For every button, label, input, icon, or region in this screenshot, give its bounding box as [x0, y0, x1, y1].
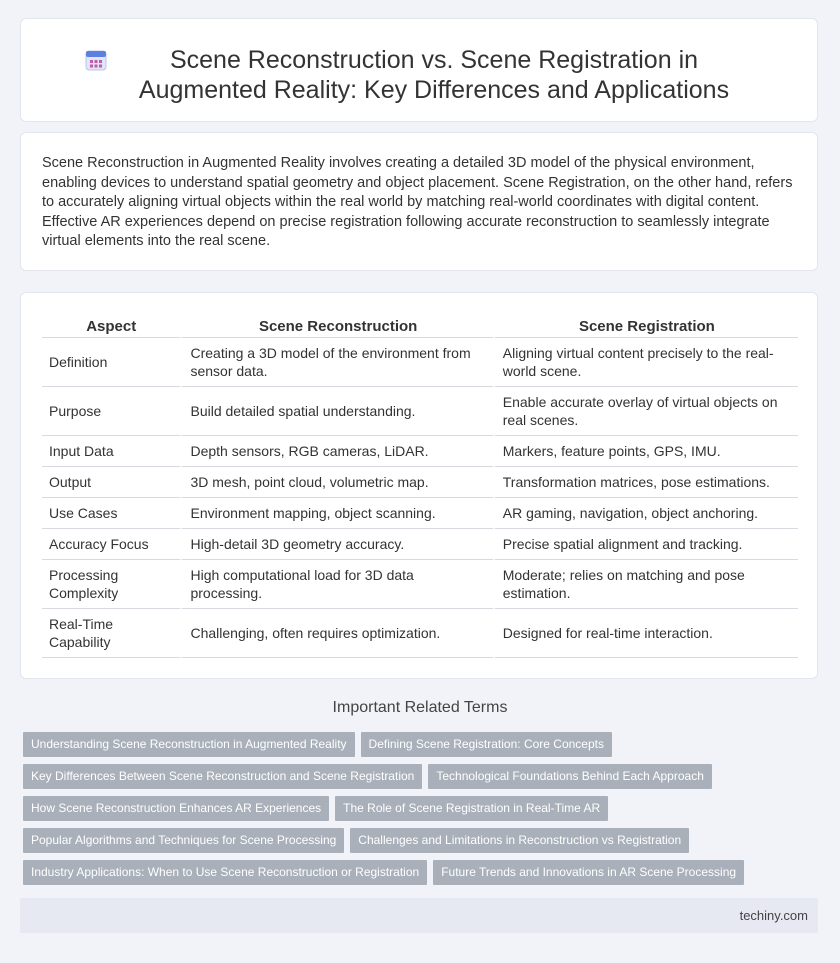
table-cell: Enable accurate overlay of virtual objects on real scenes. [493, 387, 798, 436]
intro-text: Scene Reconstruction in Augmented Reality involves creating a detailed 3D model of the physical environment, enabling devices to understand spatial geometry and object placement. Scene Registration, on the other hand, refers to accurately aligning virtual objects within the real world by matching real-world coordinates with digital content. Effective AR experiences depend on precise registration following accurate reconstruction to seamlessly integrate virtual elements into the real scene. [42, 155, 793, 249]
table-cell: Aligning virtual content precisely to the real-world scene. [493, 338, 798, 387]
table-cell: Definition [42, 338, 180, 387]
table-cell: Processing Complexity [42, 560, 180, 609]
tag-row [23, 828, 695, 853]
table-row [42, 529, 798, 560]
header-scene-reconstruction: Scene Reconstruction [180, 316, 492, 338]
table-cell: Moderate; relies on matching and pose estimation. [493, 560, 798, 609]
header-aspect: Aspect [42, 316, 180, 338]
header-card [20, 18, 818, 122]
related-tag[interactable]: Future Trends and Innovations in AR Scene Processing [433, 860, 744, 885]
table-cell: Markers, feature points, GPS, IMU. [493, 436, 798, 467]
table-cell: Real-Time Capability [42, 609, 180, 658]
page-title: Scene Reconstruction vs. Scene Registration in Augmented Reality: Key Differences and Applications [138, 46, 730, 104]
header-scene-registration: Scene Registration [493, 316, 798, 338]
table-cell: Designed for real-time interaction. [493, 609, 798, 658]
table-row [42, 467, 798, 498]
table-cell: Creating a 3D model of the environment from sensor data. [180, 338, 492, 387]
table-cell: Purpose [42, 387, 180, 436]
related-terms-title: Important Related Terms [332, 699, 508, 716]
tag-row [23, 796, 614, 821]
related-tag[interactable]: Industry Applications: When to Use Scene Reconstruction or Registration [23, 860, 427, 885]
table-cell: High-detail 3D geometry accuracy. [180, 529, 492, 560]
related-tag[interactable]: Key Differences Between Scene Reconstruction and Scene Registration [23, 764, 422, 789]
table-cell: Precise spatial alignment and tracking. [493, 529, 798, 560]
tag-row [23, 860, 750, 885]
table-cell: 3D mesh, point cloud, volumetric map. [180, 467, 492, 498]
table-header-row [42, 316, 798, 338]
related-tag[interactable]: Challenges and Limitations in Reconstruction vs Registration [350, 828, 689, 853]
table-row [42, 338, 798, 387]
tag-row [23, 764, 718, 789]
footer [20, 898, 818, 933]
table-cell: Output [42, 467, 180, 498]
table-cell: AR gaming, navigation, object anchoring. [493, 498, 798, 529]
intro-card [20, 132, 818, 271]
related-tag[interactable]: Understanding Scene Reconstruction in Augmented Reality [23, 732, 355, 757]
table-cell: Accuracy Focus [42, 529, 180, 560]
table-cell: Build detailed spatial understanding. [180, 387, 492, 436]
related-tag[interactable]: How Scene Reconstruction Enhances AR Experiences [23, 796, 329, 821]
table-cell: Challenging, often requires optimization. [180, 609, 492, 658]
table-row [42, 436, 798, 467]
table-cell: Environment mapping, object scanning. [180, 498, 492, 529]
table-row [42, 609, 798, 658]
comparison-table [42, 316, 798, 658]
table-cell: Depth sensors, RGB cameras, LiDAR. [180, 436, 492, 467]
table-cell: High computational load for 3D data processing. [180, 560, 492, 609]
related-tag[interactable]: Defining Scene Registration: Core Concepts [361, 732, 612, 757]
comparison-card [20, 292, 818, 679]
related-tag[interactable]: Popular Algorithms and Techniques for Scene Processing [23, 828, 344, 853]
tag-row [23, 732, 618, 757]
table-row [42, 560, 798, 609]
table-cell: Use Cases [42, 498, 180, 529]
table-row [42, 387, 798, 436]
footer-site-link[interactable]: techiny.com [739, 908, 808, 923]
table-row [42, 498, 798, 529]
related-tag[interactable]: Technological Foundations Behind Each Approach [428, 764, 712, 789]
related-tag[interactable]: The Role of Scene Registration in Real-Time AR [335, 796, 608, 821]
table-cell: Transformation matrices, pose estimations. [493, 467, 798, 498]
table-cell: Input Data [42, 436, 180, 467]
